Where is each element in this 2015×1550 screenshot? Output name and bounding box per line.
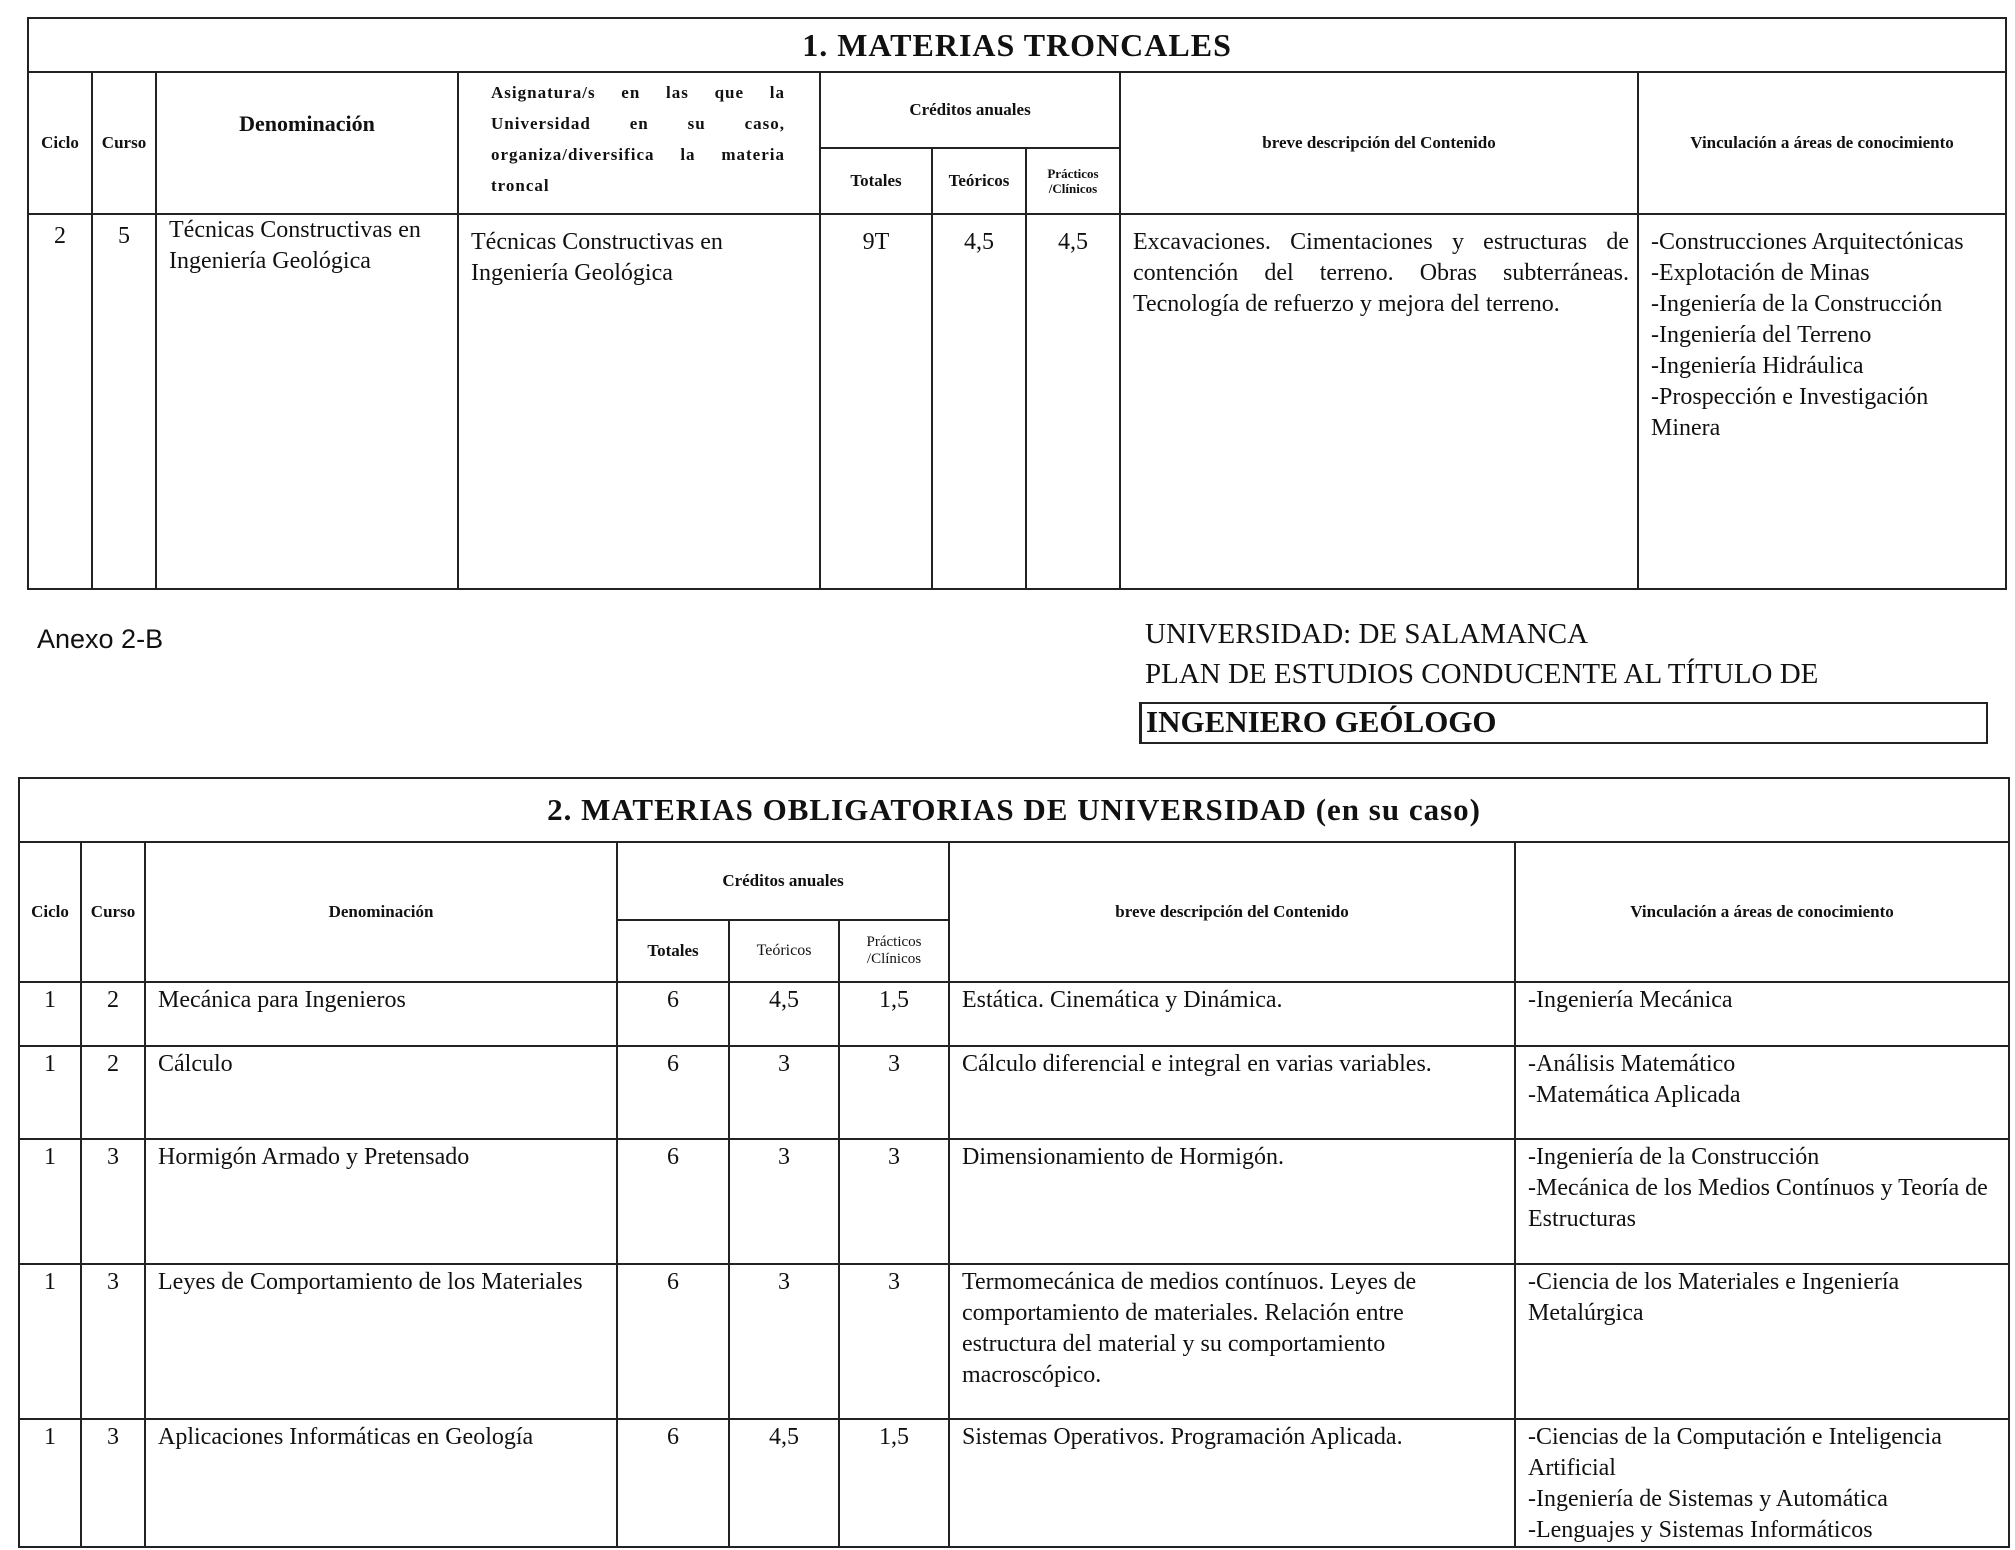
cell-practicos: 3	[839, 1046, 949, 1139]
area-item: -Ingeniería de la Construcción	[1528, 1144, 1820, 1170]
header-asignatura: Asignatura/s en las que la Universidad en su caso, organiza/diversifica la materia troncal	[458, 72, 820, 214]
header-ciclo: Ciclo	[19, 842, 81, 982]
cell-teoricos: 3	[729, 1264, 839, 1419]
cell-totales: 6	[617, 1264, 729, 1419]
header-curso: Curso	[81, 842, 145, 982]
header-ciclo: Ciclo	[28, 72, 92, 214]
cell-practicos: 1,5	[839, 982, 949, 1046]
area-item: -Ingeniería Hidráulica	[1651, 353, 1864, 379]
cell-vinculacion	[1638, 214, 2006, 589]
header-totales: Totales	[617, 920, 729, 982]
cell-denominacion: Aplicaciones Informáticas en Geología	[145, 1419, 617, 1547]
area-item: -Ingeniería de la Construcción	[1651, 291, 1943, 317]
cell-contenido: Sistemas Operativos. Programación Aplicada.	[949, 1419, 1515, 1547]
cell-curso: 3	[81, 1264, 145, 1419]
header-totales: Totales	[820, 148, 932, 214]
cell-contenido: Cálculo diferencial e integral en varias variables.	[949, 1046, 1515, 1139]
cell-ciclo: 1	[19, 1046, 81, 1139]
table-row	[19, 1419, 2009, 1547]
cell-totales: 9T	[820, 214, 932, 589]
table-row	[28, 214, 2006, 589]
cell-contenido: Excavaciones. Cimentaciones y estructuras de contención del terreno. Obras subterráneas. Tecnología de refuerzo y mejora del terreno.	[1120, 214, 1638, 589]
cell-asignatura: Técnicas Constructivas en Ingeniería Geológica	[458, 214, 820, 589]
table-row	[19, 1139, 2009, 1264]
cell-curso: 3	[81, 1419, 145, 1547]
area-item: -Explotación de Minas	[1651, 260, 1870, 286]
area-item: -Ingeniería del Terreno	[1651, 322, 1872, 348]
area-item: -Prospección e Investigación Minera	[1651, 384, 1929, 441]
area-item: -Ingeniería Mecánica	[1528, 987, 1733, 1013]
obligatorias-table	[18, 777, 2010, 1548]
area-item: -Ciencias de la Computación e Inteligencia Artificial	[1528, 1424, 1942, 1481]
cell-ciclo: 1	[19, 982, 81, 1046]
cell-totales: 6	[617, 1419, 729, 1547]
cell-curso: 2	[81, 1046, 145, 1139]
cell-vinculacion	[1515, 1419, 2009, 1547]
header-teoricos: Teóricos	[729, 920, 839, 982]
cell-ciclo: 1	[19, 1139, 81, 1264]
header-practicos: Prácticos /Clínicos	[839, 920, 949, 982]
cell-teoricos: 4,5	[932, 214, 1026, 589]
area-item: -Mecánica de los Medios Contínuos y Teoría de Estructuras	[1528, 1175, 1988, 1232]
cell-vinculacion	[1515, 1139, 2009, 1264]
table-row	[19, 1046, 2009, 1139]
cell-ciclo: 2	[28, 214, 92, 589]
header-contenido: breve descripción del Contenido	[1120, 72, 1638, 214]
cell-practicos: 3	[839, 1139, 949, 1264]
area-item: -Ciencia de los Materiales e Ingeniería Metalúrgica	[1528, 1269, 1900, 1326]
cell-teoricos: 4,5	[729, 982, 839, 1046]
header-vinculacion: Vinculación a áreas de conocimiento	[1638, 72, 2006, 214]
header-contenido: breve descripción del Contenido	[949, 842, 1515, 982]
cell-totales: 6	[617, 1046, 729, 1139]
area-item: -Lenguajes y Sistemas Informáticos	[1528, 1517, 1873, 1543]
cell-teoricos: 4,5	[729, 1419, 839, 1547]
cell-contenido: Estática. Cinemática y Dinámica.	[949, 982, 1515, 1046]
cell-curso: 5	[92, 214, 156, 589]
universidad-line: UNIVERSIDAD: DE SALAMANCA	[1145, 618, 1589, 650]
cell-vinculacion	[1515, 1264, 2009, 1419]
header-curso: Curso	[92, 72, 156, 214]
cell-denominacion: Cálculo	[145, 1046, 617, 1139]
cell-teoricos: 3	[729, 1139, 839, 1264]
header-creditos: Créditos anuales	[820, 72, 1120, 148]
troncales-table	[27, 17, 2007, 590]
plan-line: PLAN DE ESTUDIOS CONDUCENTE AL TÍTULO DE	[1145, 658, 1819, 690]
cell-ciclo: 1	[19, 1419, 81, 1547]
cell-denominacion: Hormigón Armado y Pretensado	[145, 1139, 617, 1264]
area-item: -Matemática Aplicada	[1528, 1082, 1741, 1108]
cell-totales: 6	[617, 1139, 729, 1264]
troncales-title: 1. MATERIAS TRONCALES	[28, 18, 2006, 72]
cell-denominacion: Técnicas Constructivas en Ingeniería Geológica	[156, 214, 458, 589]
area-item: -Análisis Matemático	[1528, 1051, 1736, 1077]
cell-contenido: Termomecánica de medios contínuos. Leyes de comportamiento de materiales. Relación entre estructura del material y su comportamiento macroscópico.	[949, 1264, 1515, 1419]
cell-vinculacion	[1515, 982, 2009, 1046]
cell-practicos: 3	[839, 1264, 949, 1419]
cell-denominacion: Leyes de Comportamiento de los Materiales	[145, 1264, 617, 1419]
table-row	[19, 1264, 2009, 1419]
cell-denominacion: Mecánica para Ingenieros	[145, 982, 617, 1046]
header-creditos: Créditos anuales	[617, 842, 949, 920]
anexo-label: Anexo 2-B	[37, 624, 164, 654]
obligatorias-title: 2. MATERIAS OBLIGATORIAS DE UNIVERSIDAD (en su caso)	[19, 778, 2009, 842]
header-vinculacion: Vinculación a áreas de conocimiento	[1515, 842, 2009, 982]
cell-ciclo: 1	[19, 1264, 81, 1419]
cell-curso: 2	[81, 982, 145, 1046]
header-denominacion: Denominación	[156, 72, 458, 214]
cell-contenido: Dimensionamiento de Hormigón.	[949, 1139, 1515, 1264]
titulo-box: INGENIERO GEÓLOGO	[1139, 702, 1988, 744]
cell-totales: 6	[617, 982, 729, 1046]
area-item: -Construcciones Arquitectónicas	[1651, 229, 1964, 255]
university-heading	[1145, 614, 1818, 694]
cell-practicos: 1,5	[839, 1419, 949, 1547]
header-denominacion: Denominación	[145, 842, 617, 982]
table-row	[19, 982, 2009, 1046]
cell-curso: 3	[81, 1139, 145, 1264]
cell-practicos: 4,5	[1026, 214, 1120, 589]
area-item: -Ingeniería de Sistemas y Automática	[1528, 1486, 1888, 1512]
header-teoricos: Teóricos	[932, 148, 1026, 214]
cell-vinculacion	[1515, 1046, 2009, 1139]
cell-teoricos: 3	[729, 1046, 839, 1139]
header-practicos: Prácticos /Clínicos	[1026, 148, 1120, 214]
